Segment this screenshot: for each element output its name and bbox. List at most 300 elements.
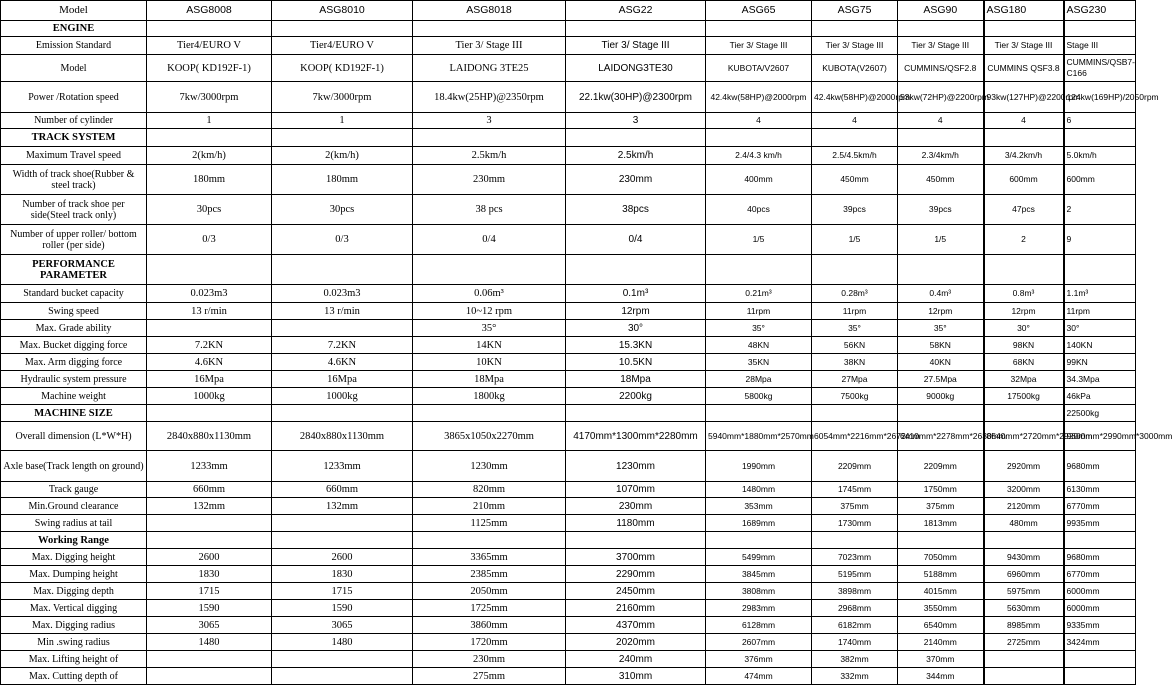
row-label-width-of-track-shoe-rubber-steel-track: Width of track shoe(Rubber & steel track) (1, 165, 147, 195)
table-row (1, 285, 1136, 303)
value-cell-asg8010 (272, 668, 413, 685)
value-cell-asg8018: 18Mpa (413, 371, 566, 388)
value-cell-asg8008: KOOP( KD192F-1) (147, 55, 272, 82)
value-cell-asg90: 12rpm (898, 303, 984, 320)
value-cell-asg8018: 3860mm (413, 617, 566, 634)
value-cell-asg75: 42.4kw(58HP)@2000rpm (812, 82, 898, 113)
value-cell-asg8010: 660mm (272, 482, 413, 498)
row-label-max-cutting-depth-of: Max. Cutting depth of (1, 668, 147, 685)
value-cell-asg180 (984, 405, 1064, 422)
row-label-max-grade-ability: Max. Grade ability (1, 320, 147, 337)
value-cell-asg230: 6000mm (1064, 583, 1136, 600)
value-cell-asg75: 1730mm (812, 515, 898, 532)
value-cell-asg230: 9935mm (1064, 515, 1136, 532)
row-label-max-digging-depth: Max. Digging depth (1, 583, 147, 600)
value-cell-asg8018: 1125mm (413, 515, 566, 532)
value-cell-asg8018: 10~12 rpm (413, 303, 566, 320)
value-cell-asg90: 27.5Mpa (898, 371, 984, 388)
value-cell-asg8008: 1715 (147, 583, 272, 600)
value-cell-asg65: 40pcs (706, 195, 812, 225)
value-cell-asg180: 2120mm (984, 498, 1064, 515)
row-label-max-digging-radius: Max. Digging radius (1, 617, 147, 634)
value-cell-asg180: CUMMINS QSF3.8 (984, 55, 1064, 82)
value-cell-asg180: 600mm (984, 165, 1064, 195)
value-cell-asg8008: 0/3 (147, 225, 272, 255)
value-cell-asg22: 4370mm (566, 617, 706, 634)
value-cell-asg180: 6960mm (984, 566, 1064, 583)
value-cell-asg180: 47pcs (984, 195, 1064, 225)
value-cell-asg180 (984, 21, 1064, 37)
value-cell-asg90: 1/5 (898, 225, 984, 255)
value-cell-asg65: 35° (706, 320, 812, 337)
value-cell-asg65: 5940mm*1880mm*2570mm (706, 422, 812, 451)
value-cell-asg22: 1070mm (566, 482, 706, 498)
value-cell-asg65: 35KN (706, 354, 812, 371)
value-cell-asg230: 9680mm (1064, 451, 1136, 482)
value-cell-asg230: Stage III (1064, 37, 1136, 55)
value-cell-asg8008: 2600 (147, 549, 272, 566)
value-cell-asg8008: 16Mpa (147, 371, 272, 388)
value-cell-asg8010 (272, 532, 413, 549)
value-cell-asg8018 (413, 129, 566, 147)
value-cell-asg90: 4015mm (898, 583, 984, 600)
value-cell-asg8010 (272, 515, 413, 532)
value-cell-asg75 (812, 21, 898, 37)
value-cell-asg8018: 0/4 (413, 225, 566, 255)
value-cell-asg230 (1064, 255, 1136, 285)
value-cell-asg180: 9430mm (984, 549, 1064, 566)
value-cell-asg180 (984, 668, 1064, 685)
value-cell-asg8008: 4.6KN (147, 354, 272, 371)
value-cell-asg75: 3898mm (812, 583, 898, 600)
value-cell-asg90: 9000kg (898, 388, 984, 405)
value-cell-asg90: 344mm (898, 668, 984, 685)
value-cell-asg90 (898, 405, 984, 422)
value-cell-asg65: 1689mm (706, 515, 812, 532)
value-cell-asg8008 (147, 651, 272, 668)
section-row (1, 532, 1136, 549)
value-cell-asg180: 8985mm (984, 617, 1064, 634)
value-cell-asg65: 2983mm (706, 600, 812, 617)
value-cell-asg8018: 230mm (413, 651, 566, 668)
row-label-min-ground-clearance: Min.Ground clearance (1, 498, 147, 515)
value-cell-asg230: 1.1m³ (1064, 285, 1136, 303)
value-cell-asg75 (812, 129, 898, 147)
value-cell-asg180 (984, 651, 1064, 668)
value-cell-asg180 (984, 532, 1064, 549)
table-row (1, 354, 1136, 371)
value-cell-asg8018 (413, 21, 566, 37)
section-row (1, 21, 1136, 37)
value-cell-asg90: 7050mm (898, 549, 984, 566)
value-cell-asg22: LAIDONG3TE30 (566, 55, 706, 82)
value-cell-asg65: KUBOTA/V2607 (706, 55, 812, 82)
header-row (1, 1, 1136, 21)
value-cell-asg230: 600mm (1064, 165, 1136, 195)
value-cell-asg8008 (147, 532, 272, 549)
value-cell-asg90 (898, 255, 984, 285)
value-cell-asg8010: 2(km/h) (272, 147, 413, 165)
row-label-axle-base-track-length-on-ground: Axle base(Track length on ground) (1, 451, 147, 482)
column-header-asg8018: ASG8018 (413, 1, 566, 21)
value-cell-asg8008: 0.023m3 (147, 285, 272, 303)
section-label-engine: ENGINE (1, 21, 147, 37)
value-cell-asg180 (984, 129, 1064, 147)
row-label-max-dumping-height: Max. Dumping height (1, 566, 147, 583)
value-cell-asg75: 1745mm (812, 482, 898, 498)
table-row (1, 566, 1136, 583)
value-cell-asg180: 2725mm (984, 634, 1064, 651)
value-cell-asg8010: 180mm (272, 165, 413, 195)
value-cell-asg75: 4 (812, 113, 898, 129)
value-cell-asg65: Tier 3/ Stage III (706, 37, 812, 55)
table-row (1, 388, 1136, 405)
value-cell-asg8018: 210mm (413, 498, 566, 515)
value-cell-asg8008: Tier4/EURO V (147, 37, 272, 55)
column-header-asg75: ASG75 (812, 1, 898, 21)
row-label-standard-bucket-capacity: Standard bucket capacity (1, 285, 147, 303)
value-cell-asg90: 1813mm (898, 515, 984, 532)
value-cell-asg90: CUMMINS/QSF2.8 (898, 55, 984, 82)
value-cell-asg90: 6410mm*2278mm*2630mm (898, 422, 984, 451)
value-cell-asg65: 6128mm (706, 617, 812, 634)
value-cell-asg75: 5195mm (812, 566, 898, 583)
value-cell-asg8018: 18.4kw(25HP)@2350rpm (413, 82, 566, 113)
value-cell-asg65: 5499mm (706, 549, 812, 566)
section-row (1, 405, 1136, 422)
value-cell-asg22: 1180mm (566, 515, 706, 532)
value-cell-asg8010: 132mm (272, 498, 413, 515)
value-cell-asg180: 3/4.2km/h (984, 147, 1064, 165)
value-cell-asg180 (984, 255, 1064, 285)
value-cell-asg22: 3700mm (566, 549, 706, 566)
value-cell-asg8018: 38 pcs (413, 195, 566, 225)
value-cell-asg8008: 1590 (147, 600, 272, 617)
value-cell-asg65 (706, 532, 812, 549)
value-cell-asg8008 (147, 255, 272, 285)
value-cell-asg180: 5630mm (984, 600, 1064, 617)
value-cell-asg8010: 0/3 (272, 225, 413, 255)
table-row (1, 515, 1136, 532)
value-cell-asg65: 3808mm (706, 583, 812, 600)
row-label-max-lifting-height-of: Max. Lifting height of (1, 651, 147, 668)
value-cell-asg90: Tier 3/ Stage III (898, 37, 984, 55)
value-cell-asg22: 310mm (566, 668, 706, 685)
value-cell-asg8010: Tier4/EURO V (272, 37, 413, 55)
value-cell-asg90: 2.3/4km/h (898, 147, 984, 165)
value-cell-asg230: 9 (1064, 225, 1136, 255)
value-cell-asg90 (898, 532, 984, 549)
table-row (1, 195, 1136, 225)
value-cell-asg230: 22500kg (1064, 405, 1136, 422)
value-cell-asg8010: 7kw/3000rpm (272, 82, 413, 113)
value-cell-asg22: 15.3KN (566, 337, 706, 354)
table-row (1, 113, 1136, 129)
value-cell-asg8010 (272, 320, 413, 337)
value-cell-asg230: 6 (1064, 113, 1136, 129)
value-cell-asg75: 56KN (812, 337, 898, 354)
value-cell-asg22: 240mm (566, 651, 706, 668)
value-cell-asg75: Tier 3/ Stage III (812, 37, 898, 55)
table-row (1, 651, 1136, 668)
value-cell-asg180: 480mm (984, 515, 1064, 532)
value-cell-asg8008 (147, 515, 272, 532)
table-row (1, 600, 1136, 617)
value-cell-asg75 (812, 532, 898, 549)
value-cell-asg230: 3424mm (1064, 634, 1136, 651)
value-cell-asg22: 10.5KN (566, 354, 706, 371)
value-cell-asg75 (812, 255, 898, 285)
value-cell-asg8008: 1830 (147, 566, 272, 583)
table-row (1, 617, 1136, 634)
column-header-asg65: ASG65 (706, 1, 812, 21)
value-cell-asg180: 17500kg (984, 388, 1064, 405)
value-cell-asg8018: 3 (413, 113, 566, 129)
value-cell-asg75: 6054mm*2216mm*2672mm (812, 422, 898, 451)
value-cell-asg230: 6770mm (1064, 566, 1136, 583)
value-cell-asg22: 230mm (566, 165, 706, 195)
value-cell-asg8010: 1830 (272, 566, 413, 583)
value-cell-asg8018: 3865x1050x2270mm (413, 422, 566, 451)
value-cell-asg8010: 1480 (272, 634, 413, 651)
row-label-hydraulic-system-pressure: Hydraulic system pressure (1, 371, 147, 388)
value-cell-asg8018: 10KN (413, 354, 566, 371)
value-cell-asg230: 6130mm (1064, 482, 1136, 498)
value-cell-asg230: 5.0km/h (1064, 147, 1136, 165)
value-cell-asg180: 12rpm (984, 303, 1064, 320)
column-header-asg90: ASG90 (898, 1, 984, 21)
row-label-emission-standard: Emission Standard (1, 37, 147, 55)
value-cell-asg90: 450mm (898, 165, 984, 195)
value-cell-asg8010: 1590 (272, 600, 413, 617)
value-cell-asg230: 140KN (1064, 337, 1136, 354)
value-cell-asg8010 (272, 255, 413, 285)
value-cell-asg22 (566, 129, 706, 147)
value-cell-asg65: 1/5 (706, 225, 812, 255)
value-cell-asg230: 9335mm (1064, 617, 1136, 634)
value-cell-asg75: KUBOTA(V2607) (812, 55, 898, 82)
section-label-track-system: TRACK SYSTEM (1, 129, 147, 147)
value-cell-asg65 (706, 255, 812, 285)
value-cell-asg22 (566, 255, 706, 285)
value-cell-asg180: 8540mm*2720mm*2920mm (984, 422, 1064, 451)
value-cell-asg8010 (272, 651, 413, 668)
value-cell-asg230: 99KN (1064, 354, 1136, 371)
value-cell-asg8010: 1715 (272, 583, 413, 600)
value-cell-asg75: 450mm (812, 165, 898, 195)
value-cell-asg22: 2200kg (566, 388, 706, 405)
value-cell-asg65: 28Mpa (706, 371, 812, 388)
value-cell-asg180: 0.8m³ (984, 285, 1064, 303)
value-cell-asg8008 (147, 21, 272, 37)
table-row (1, 634, 1136, 651)
value-cell-asg230: 34.3Mpa (1064, 371, 1136, 388)
value-cell-asg8018: 35° (413, 320, 566, 337)
value-cell-asg65: 353mm (706, 498, 812, 515)
value-cell-asg230 (1064, 668, 1136, 685)
row-label-overall-dimension-l-w-h: Overall dimension (L*W*H) (1, 422, 147, 451)
value-cell-asg90: 6540mm (898, 617, 984, 634)
value-cell-asg22: 12rpm (566, 303, 706, 320)
row-label-number-of-cylinder: Number of cylinder (1, 113, 147, 129)
value-cell-asg90 (898, 129, 984, 147)
value-cell-asg75: 39pcs (812, 195, 898, 225)
table-row (1, 37, 1136, 55)
value-cell-asg8018: 14KN (413, 337, 566, 354)
table-row (1, 422, 1136, 451)
value-cell-asg75: 0.28m³ (812, 285, 898, 303)
value-cell-asg8008: 3065 (147, 617, 272, 634)
value-cell-asg90: 5188mm (898, 566, 984, 583)
value-cell-asg65 (706, 21, 812, 37)
value-cell-asg75: 11rpm (812, 303, 898, 320)
row-label-max-arm-digging-force: Max. Arm digging force (1, 354, 147, 371)
value-cell-asg230: 6770mm (1064, 498, 1136, 515)
value-cell-asg65: 474mm (706, 668, 812, 685)
value-cell-asg8018: 0.06m³ (413, 285, 566, 303)
value-cell-asg180: Tier 3/ Stage III (984, 37, 1064, 55)
value-cell-asg8018: 2050mm (413, 583, 566, 600)
row-label-swing-speed: Swing speed (1, 303, 147, 320)
value-cell-asg8018 (413, 405, 566, 422)
value-cell-asg8008: 2840x880x1130mm (147, 422, 272, 451)
value-cell-asg75 (812, 405, 898, 422)
value-cell-asg22: 3 (566, 113, 706, 129)
value-cell-asg65: 376mm (706, 651, 812, 668)
value-cell-asg22: 2.5km/h (566, 147, 706, 165)
table-row (1, 225, 1136, 255)
value-cell-asg75: 1740mm (812, 634, 898, 651)
value-cell-asg90: 3550mm (898, 600, 984, 617)
value-cell-asg90: 35° (898, 320, 984, 337)
row-label-swing-radius-at-tail: Swing radius at tail (1, 515, 147, 532)
value-cell-asg180: 68KN (984, 354, 1064, 371)
value-cell-asg8010: 1000kg (272, 388, 413, 405)
value-cell-asg22: 230mm (566, 498, 706, 515)
table-row (1, 55, 1136, 82)
value-cell-asg8008: 2(km/h) (147, 147, 272, 165)
value-cell-asg8018: 1720mm (413, 634, 566, 651)
value-cell-asg8008 (147, 129, 272, 147)
value-cell-asg8008: 1480 (147, 634, 272, 651)
value-cell-asg22: 0.1m³ (566, 285, 706, 303)
value-cell-asg230 (1064, 21, 1136, 37)
value-cell-asg8008: 660mm (147, 482, 272, 498)
value-cell-asg230: 30° (1064, 320, 1136, 337)
value-cell-asg90: 53kw(72HP)@2200rpm (898, 82, 984, 113)
table-row (1, 303, 1136, 320)
value-cell-asg65: 1990mm (706, 451, 812, 482)
table-row (1, 668, 1136, 685)
value-cell-asg65: 2.4/4.3 km/h (706, 147, 812, 165)
value-cell-asg8008: 7kw/3000rpm (147, 82, 272, 113)
value-cell-asg75: 332mm (812, 668, 898, 685)
table-row (1, 165, 1136, 195)
value-cell-asg75: 38KN (812, 354, 898, 371)
value-cell-asg8018: 1725mm (413, 600, 566, 617)
value-cell-asg230: 46kPa (1064, 388, 1136, 405)
value-cell-asg180: 2 (984, 225, 1064, 255)
value-cell-asg8008: 180mm (147, 165, 272, 195)
table-row (1, 549, 1136, 566)
value-cell-asg180: 3200mm (984, 482, 1064, 498)
value-cell-asg90: 58KN (898, 337, 984, 354)
value-cell-asg75: 6182mm (812, 617, 898, 634)
value-cell-asg180: 98KN (984, 337, 1064, 354)
value-cell-asg230: 9680mm (1064, 549, 1136, 566)
value-cell-asg65: 1480mm (706, 482, 812, 498)
value-cell-asg8010: 30pcs (272, 195, 413, 225)
value-cell-asg90: 4 (898, 113, 984, 129)
row-label-track-gauge: Track gauge (1, 482, 147, 498)
value-cell-asg8008 (147, 320, 272, 337)
table-row (1, 451, 1136, 482)
value-cell-asg8008: 30pcs (147, 195, 272, 225)
table-row (1, 337, 1136, 354)
value-cell-asg90: 2209mm (898, 451, 984, 482)
value-cell-asg8018: 2.5km/h (413, 147, 566, 165)
section-label-performance-parameter: PERFORMANCE PARAMETER (1, 255, 147, 285)
value-cell-asg8018: 820mm (413, 482, 566, 498)
value-cell-asg8010: 1 (272, 113, 413, 129)
value-cell-asg8018: 230mm (413, 165, 566, 195)
table-row (1, 371, 1136, 388)
value-cell-asg8008: 1000kg (147, 388, 272, 405)
row-label-machine-weight: Machine weight (1, 388, 147, 405)
value-cell-asg8018: 1230mm (413, 451, 566, 482)
row-label-maximum-travel-speed: Maximum Travel speed (1, 147, 147, 165)
value-cell-asg22: 2450mm (566, 583, 706, 600)
value-cell-asg22 (566, 21, 706, 37)
value-cell-asg75: 375mm (812, 498, 898, 515)
value-cell-asg65 (706, 129, 812, 147)
value-cell-asg22: 22.1kw(30HP)@2300rpm (566, 82, 706, 113)
value-cell-asg8010: 2600 (272, 549, 413, 566)
value-cell-asg180: 4 (984, 113, 1064, 129)
value-cell-asg75: 2.5/4.5km/h (812, 147, 898, 165)
value-cell-asg8010: 2840x880x1130mm (272, 422, 413, 451)
value-cell-asg8018: Tier 3/ Stage III (413, 37, 566, 55)
column-header-asg180: ASG180 (984, 1, 1064, 21)
column-header-asg8008: ASG8008 (147, 1, 272, 21)
value-cell-asg8008: 1 (147, 113, 272, 129)
value-cell-asg65: 11rpm (706, 303, 812, 320)
value-cell-asg8008: 1233mm (147, 451, 272, 482)
value-cell-asg8010 (272, 21, 413, 37)
value-cell-asg230: 2 (1064, 195, 1136, 225)
value-cell-asg22: 18Mpa (566, 371, 706, 388)
value-cell-asg65 (706, 405, 812, 422)
value-cell-asg8018: 2385mm (413, 566, 566, 583)
value-cell-asg75: 7500kg (812, 388, 898, 405)
value-cell-asg90: 2140mm (898, 634, 984, 651)
table-row (1, 147, 1136, 165)
value-cell-asg8018: 3365mm (413, 549, 566, 566)
value-cell-asg230: CUMMINS/QSB7-C166 (1064, 55, 1136, 82)
value-cell-asg230 (1064, 532, 1136, 549)
value-cell-asg8010: 3065 (272, 617, 413, 634)
value-cell-asg230: 124kw(169HP)/2050rpm (1064, 82, 1136, 113)
section-row (1, 129, 1136, 147)
value-cell-asg8010: 13 r/min (272, 303, 413, 320)
value-cell-asg75: 2968mm (812, 600, 898, 617)
value-cell-asg8008 (147, 668, 272, 685)
value-cell-asg230 (1064, 129, 1136, 147)
value-cell-asg8018: 275mm (413, 668, 566, 685)
value-cell-asg65: 48KN (706, 337, 812, 354)
value-cell-asg65: 0.21m³ (706, 285, 812, 303)
value-cell-asg22: 2290mm (566, 566, 706, 583)
